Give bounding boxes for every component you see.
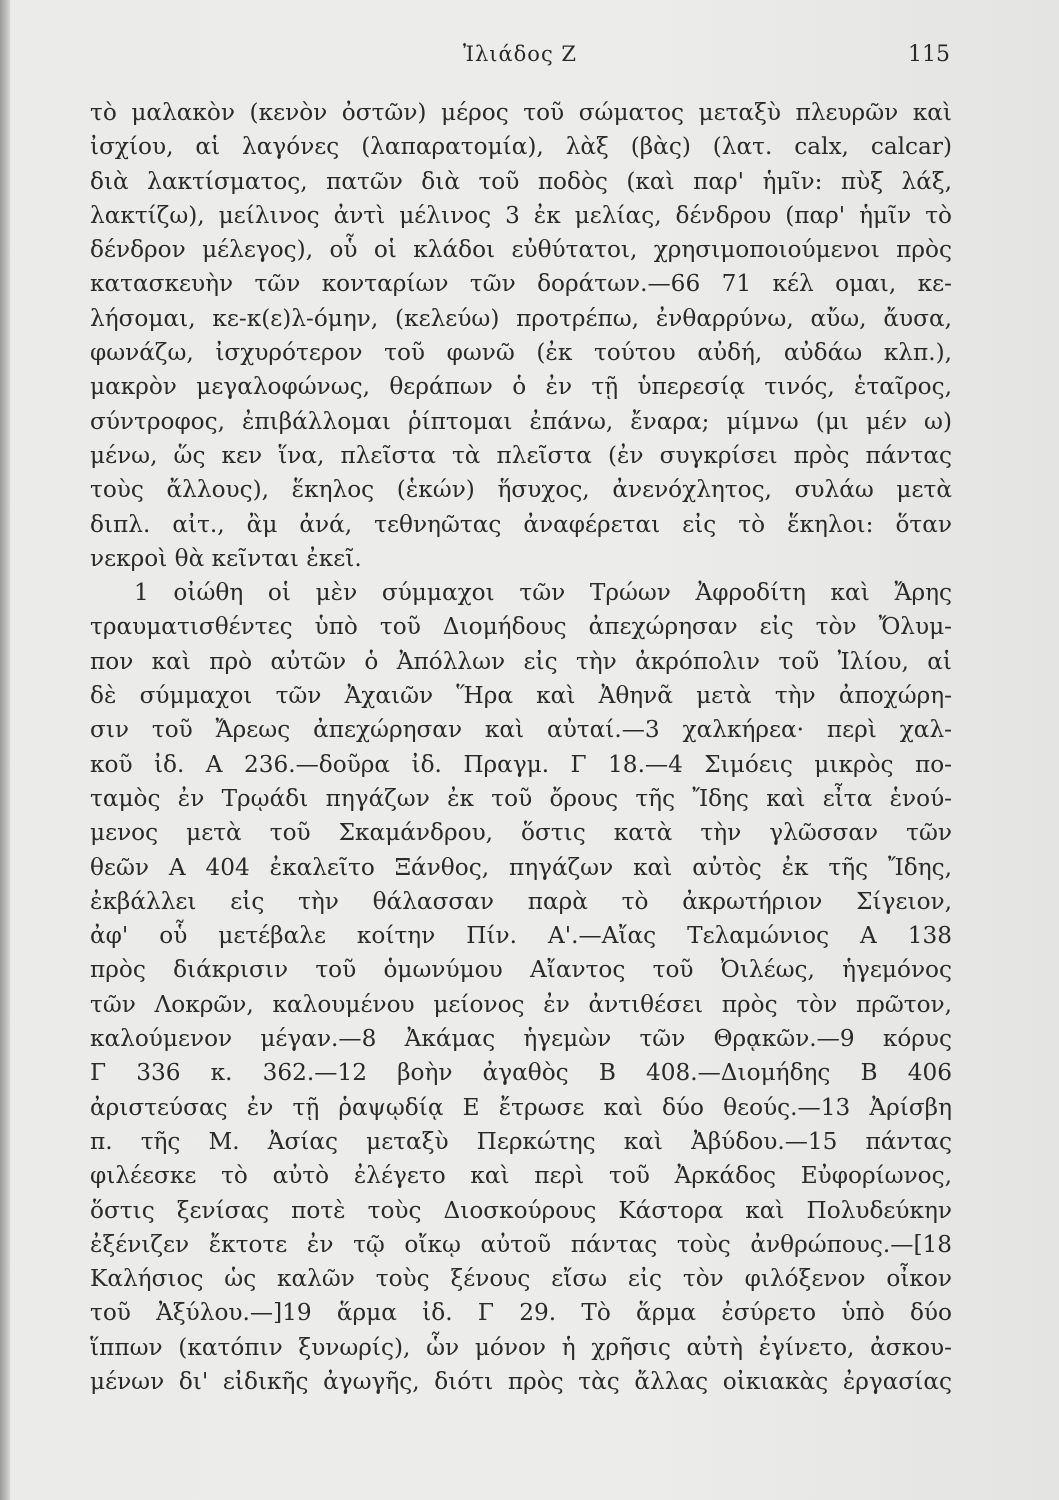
text-line: νεκροὶ θὰ κεῖνται ἐκεῖ. (90, 544, 362, 572)
text-line: τοὺς ἄλλους), ἕκηλος (ἑκών) ἥσυχος, ἀνενόχλητος, συλάω μετὰ (90, 476, 952, 504)
text-line: 1 οἰώθη οἱ μὲν σύμμαχοι τῶν Τρώων Ἀφροδίτη καὶ Ἄρης (134, 579, 952, 607)
text-line: καλούμενον μέγαν.—8 Ἀκάμας ἡγεμὼν τῶν Θρᾳκῶν.—9 κόρυς (90, 1025, 952, 1053)
text-line: λακτίζω), μείλινος ἀντὶ μέλινος 3 ἐκ μελίας, δένδρου (παρ' ἡμῖν τὸ (90, 201, 952, 229)
text-line: ἵππων (κατόπιν ξυνωρίς), ὧν μόνον ἡ χρῆσις αὐτὴ ἐγίνετο, ἀσκου- (90, 1333, 952, 1361)
text-line: ὅστις ξενίσας ποτὲ τοὺς Διοσκούρους Κάστορα καὶ Πολυδεύκην (90, 1196, 952, 1224)
text-line: τραυματισθέντες ὑπὸ τοῦ Διομήδους ἀπεχώρησαν εἰς τὸν Ὄλυμ- (90, 613, 952, 641)
text-line: τοῦ Ἀξύλου.—]19 ἅρμα ἰδ. Γ 29. Τὸ ἅρμα ἐσύρετο ὑπὸ δύο (90, 1299, 952, 1327)
text-line: μένων δι' εἰδικῆς ἀγωγῆς, διότι πρὸς τὰς ἄλλας οἰκιακὰς ἐργασίας (90, 1367, 952, 1395)
commentary-text (90, 96, 952, 1399)
text-line: ταμὸς ἐν Τρῳάδι πηγάζων ἐκ τοῦ ὄρους τῆς Ἴδης καὶ εἶτα ἑνού- (90, 784, 952, 812)
text-line: κοῦ ἰδ. Α 236.—δοῦρα ἰδ. Πραγμ. Γ 18.—4 Σιμόεις μικρὸς πο- (90, 750, 952, 778)
text-line: σύντροφος, ἐπιβάλλομαι ῥίπτομαι ἐπάνω, ἔναρα; μίμνω (μι μέν ω) (90, 407, 952, 435)
text-line: φωνάζω, ἰσχυρότερον τοῦ φωνῶ (ἐκ τούτου αὐδή, αὐδάω κλπ.), (90, 339, 952, 367)
text-line: πον καὶ πρὸ αὐτῶν ὁ Ἀπόλλων εἰς τὴν ἀκρόπολιν τοῦ Ἰλίου, αἱ (90, 647, 952, 675)
text-line: δένδρον μέλεγος), οὗ οἱ κλάδοι εὐθύτατοι, χρησιμοποιούμενοι πρὸς (90, 236, 952, 264)
text-line: πρὸς διάκρισιν τοῦ ὁμωνύμου Αἴαντος τοῦ Ὀιλέως, ἡγεμόνος (90, 956, 952, 984)
page-number: 115 (908, 42, 950, 67)
text-line: δὲ σύμμαχοι τῶν Ἀχαιῶν Ἥρα καὶ Ἀθηνᾶ μετὰ τὴν ἀποχώρη- (90, 682, 952, 710)
page-spine-shadow (0, 0, 10, 1500)
text-line: ἀριστεύσας ἐν τῇ ῥαψῳδίᾳ Ε ἔτρωσε καὶ δύο θεούς.—13 Ἀρίσβη (90, 1093, 952, 1121)
text-line: ἐξένιζεν ἔκτοτε ἐν τῷ οἴκῳ αὐτοῦ πάντας τοὺς ἀνθρώπους.—[18 (90, 1230, 952, 1258)
text-line: τῶν Λοκρῶν, καλουμένου μείονος ἐν ἀντιθέσει πρὸς τὸν πρῶτον, (90, 990, 952, 1018)
text-line: κατασκευὴν τῶν κονταρίων τῶν δοράτων.—66 71 κέλ ομαι, κε- (90, 270, 952, 298)
text-line: θεῶν Α 404 ἐκαλεῖτο Ξάνθος, πηγάζων καὶ αὐτὸς ἐκ τῆς Ἴδης, (90, 853, 952, 881)
text-line: λήσομαι, κε-κ(ε)λ-όμην, (κελεύω) προτρέπω, ἐνθαρρύνω, αὔω, ἄυσα, (90, 304, 952, 332)
text-line: διὰ λακτίσματος, πατῶν διὰ τοῦ ποδὸς (καὶ παρ' ἡμῖν: πὺξ λάξ, (90, 167, 952, 195)
text-line: μένω, ὥς κεν ἵνα, πλεῖστα τὰ πλεῖστα (ἐν συγκρίσει πρὸς πάντας (90, 441, 952, 469)
text-line: π. τῆς Μ. Ἀσίας μεταξὺ Περκώτης καὶ Ἀβύδου.—15 πάντας (90, 1127, 952, 1155)
text-line: διπλ. αἰτ., ἂμ ἀνά, τεθνηῶτας ἀναφέρεται εἰς τὸ ἕκηλοι: ὅταν (90, 510, 952, 538)
text-line: τὸ μαλακὸν (κενὸν ὀστῶν) μέρος τοῦ σώματος μεταξὺ πλευρῶν καὶ (90, 99, 952, 126)
running-header (90, 42, 950, 76)
text-line: φιλέεσκε τὸ αὐτὸ ἐλέγετο καὶ περὶ τοῦ Ἀρκάδος Εὐφορίωνος, (90, 1162, 952, 1190)
text-line: ἰσχίου, αἱ λαγόνες (λαπαρατομία), λὰξ (βὰς) (λατ. calx, calcar) (90, 133, 952, 161)
running-title: Ἰλιάδος Ζ (463, 42, 577, 66)
text-line: ἀφ' οὗ μετέβαλε κοίτην Πίν. Α'.—Αἴας Τελαμώνιος Α 138 (90, 922, 952, 950)
text-line: σιν τοῦ Ἄρεως ἀπεχώρησαν καὶ αὐταί.—3 χαλκήρεα· περὶ χαλ- (90, 716, 952, 744)
text-line: μενος μετὰ τοῦ Σκαμάνδρου, ὅστις κατὰ τὴν γλῶσσαν τῶν (90, 819, 952, 847)
text-line: μακρὸν μεγαλοφώνως, θεράπων ὁ ἐν τῇ ὑπερεσίᾳ τινός, ἑταῖρος, (90, 373, 952, 401)
text-line: ἐκβάλλει εἰς τὴν θάλασσαν παρὰ τὸ ἀκρωτήριον Σίγειον, (90, 887, 952, 915)
text-line: Γ 336 κ. 362.—12 βοὴν ἀγαθὸς Β 408.—Διομήδης Β 406 (90, 1059, 952, 1087)
text-line: Καλήσιος ὡς καλῶν τοὺς ξένους εἴσω εἰς τὸν φιλόξενον οἶκον (90, 1265, 952, 1293)
